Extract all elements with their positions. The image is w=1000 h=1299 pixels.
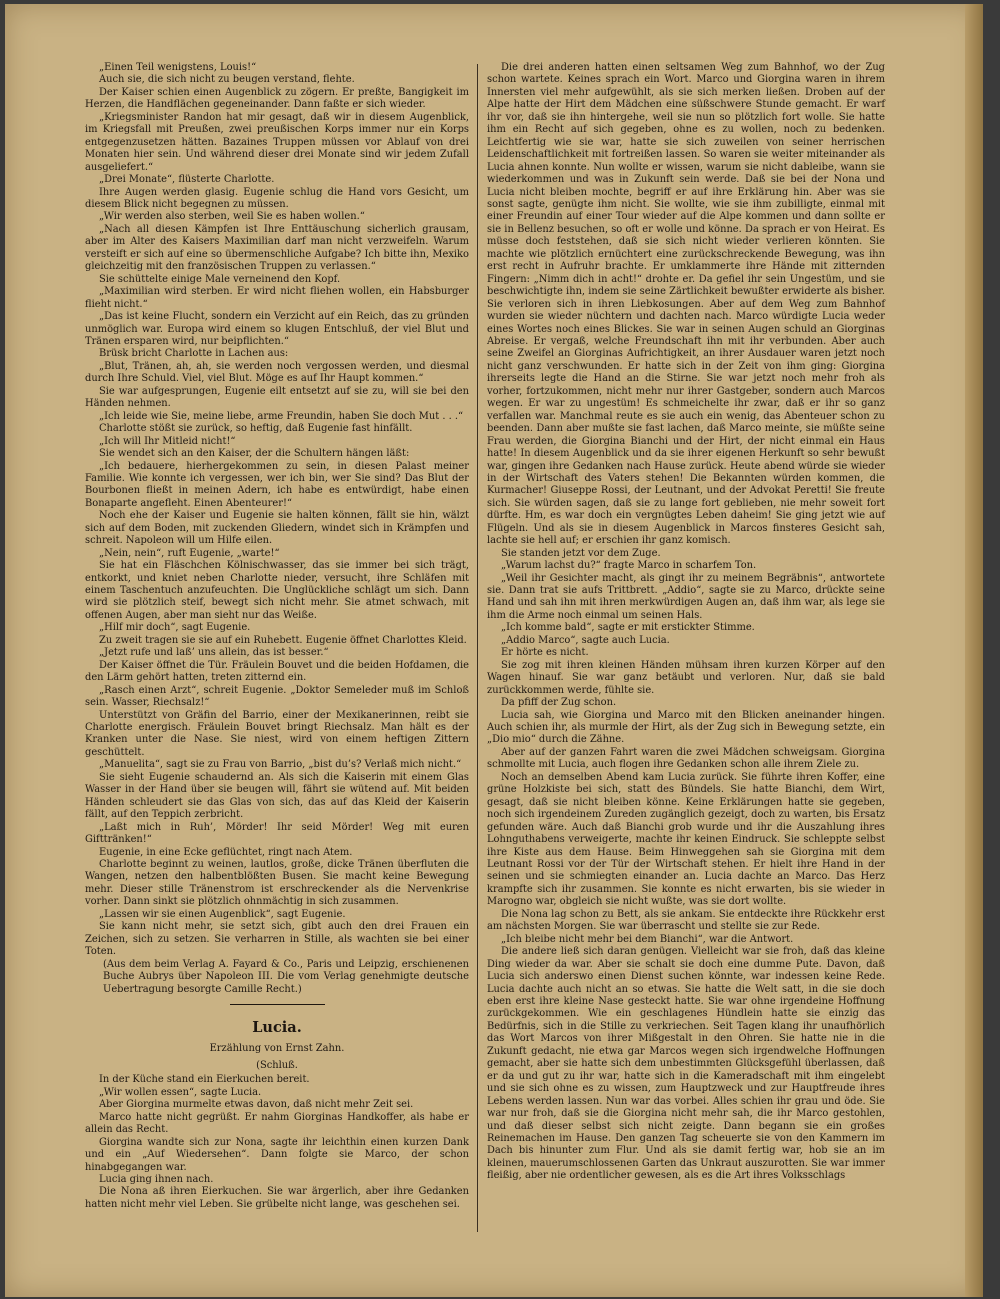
lucia-story-continued bbox=[487, 62, 885, 1183]
paragraph: Die andere ließ sich daran genügen. Vielleicht war sie froh, daß das kleine Ding wieder da war. Aber sie schalt sie doch eine dumme Pute. Davon, daß Lucia sich anderswo einen Dienst suchen könnte, war indessen keine Rede. Lucia dachte auch nicht an so etwas. Sie hatte die Welt satt, in die sie doch eben erst ihre kleine Nase gesteckt hatte. Sie war ohne irgendeine Hoffnung zurückgekommen. Wie ein geschlagenes Hündlein hatte sie einzig das Bedürfnis, sich in die Stille zu verkriechen. Seit Tagen klang ihr unaufhörlich das Wort Marcos von ihrer Mißgestalt in den Ohren. Sie hatte nie in die Zukunft gedacht, nie etwa gar Marcos wegen sich irgendwelche Hoffnungen gemacht, aber sie hatte sich dem unbestimmten Glücksgefühl überlassen, daß er da und gut zu ihr war, hatte sich in die Kameradschaft mit ihm eingelebt und sie sich ohne es zu wissen, zum Hauptzweck und zur Hauptfreude ihres Lebens werden lassen. Nun war das vorbei. Alles schien ihr grau und öde. Sie war nur froh, daß sie die Giorgina nicht mehr sah, die ihr Marco gestohlen, und daß dieser selbst sich nicht zeigte. Dann begann sie ein großes Reinemachen im Hause. Den ganzen Tag scheuerte sie von den Kammern im Dach bis hinunter zum Flur. Und als sie damit fertig war, hob sie an im kleinen, mauerumschlossenen Garten das Unkraut auszurotten. Sie war immer fleißig, aber nie ordentlicher gewesen, als es die Art ihres Volksschlags bbox=[487, 946, 885, 1182]
paragraph: Brüsk bricht Charlotte in Lachen aus: bbox=[99, 348, 289, 360]
paragraph: „Drei Monate“, flüsterte Charlotte. bbox=[99, 174, 275, 186]
paragraph: Sie zog mit ihren kleinen Händen mühsam ihren kurzen Körper auf den Wagen hinauf. Sie war ganz betäubt und verloren. Nur, daß sie bald zurückkommen werde, fühlte sie. bbox=[487, 659, 885, 696]
paragraph: „Einen Teil wenigstens, Louis!“ bbox=[99, 62, 257, 73]
napoleon-excerpt bbox=[85, 62, 469, 959]
paragraph: „Kriegsminister Randon hat mir gesagt, daß wir in diesem Augenblick, im Kriegsfall mit Preußen, zwei preußischen Korps immer nur ein Korps entgegenzusetzen hätten. Bazaines Truppen müssen vor Ablauf von drei Monaten hier sein. Und während dieser drei Monate sind wir jedem Zufall ausgeliefert.“ bbox=[85, 111, 469, 173]
section-separator bbox=[230, 1004, 325, 1006]
paragraph: „Rasch einen Arzt“, schreit Eugenie. „Doktor Semeleder muß im Schloß sein. Wasser, Riechsalz!“ bbox=[85, 684, 469, 709]
page-edge bbox=[965, 4, 983, 1297]
paragraph: Sie schüttelte einige Male verneinend den Kopf. bbox=[99, 273, 341, 285]
paragraph: Sie kann nicht mehr, sie setzt sich, gibt auch den drei Frauen ein Zeichen, sich zu setzen. Sie verharren in Stille, als wachten sie bei einer Toten. bbox=[85, 921, 469, 958]
lucia-story-start bbox=[85, 1074, 469, 1211]
paragraph: Der Kaiser schien einen Augenblick zu zögern. Er preßte, Bangigkeit im Herzen, die Handflächen gegeneinander. Dann faßte er sich wieder. bbox=[85, 86, 469, 111]
paragraph: „Ich leide wie Sie, meine liebe, arme Freundin, haben Sie doch Mut . . .“ bbox=[99, 410, 464, 422]
paragraph: Charlotte stößt sie zurück, so heftig, daß Eugenie fast hinfällt. bbox=[99, 423, 413, 435]
paragraph: „Addio Marco“, sagte auch Lucia. bbox=[501, 634, 670, 646]
paragraph: „Lassen wir sie einen Augenblick“, sagt Eugenie. bbox=[99, 908, 346, 920]
paragraph: „Nein, nein“, ruft Eugenie, „warte!“ bbox=[99, 547, 280, 559]
paragraph: In der Küche stand ein Eierkuchen bereit. bbox=[99, 1074, 310, 1086]
paragraph: Sie wendet sich an den Kaiser, der die Schultern hängen läßt: bbox=[99, 448, 410, 460]
paragraph: Noch an demselben Abend kam Lucia zurück. Sie führte ihren Koffer, eine grüne Holzkiste bei sich, statt des Bündels. Sie hatte Bianchi, dem Wirt, gesagt, daß sie nicht bleiben könne. Keine Erklärungen hatte sie gegeben, noch sich irgendeinem Zureden zugänglich gezeigt, doch zu warten, bis Ersatz gefunden wäre. Auch daß Bianchi grob wurde und ihr die Auszahlung ihres Lohnguthabens verweigerte, machte ihr keinen Eindruck. Sie schleppte selbst ihre Kiste aus dem Hause. Beim Hinweggehen sah sie Giorgina mit dem Leutnant Rossi vor der Tür der Wirtschaft stehen. Er hielt ihre Hand in der seinen und sie schmiegten einander an. Lucia dachte an Marco. Das Herz krampfte sich ihr zusammen. Sie konnte es nicht erwarten, bis sie wieder in Marogno war, obgleich sie nicht wußte, was sie dort wollte. bbox=[487, 771, 885, 908]
paragraph: „Wir wollen essen“, sagte Lucia. bbox=[99, 1086, 262, 1098]
story-subtitle: Erzählung von Ernst Zahn. bbox=[209, 1043, 345, 1055]
paragraph: Auch sie, die sich nicht zu beugen verstand, flehte. bbox=[99, 74, 355, 86]
paragraph: „Hilf mir doch“, sagt Eugenie. bbox=[99, 622, 251, 634]
paragraph: Lucia sah, wie Giorgina und Marco mit den Blicken aneinander hingen. Auch schien ihr, als murmle der Hirt, als der Zug sich in Bewegung setzte, ein „Dio mio“ durch die Zähne. bbox=[487, 709, 885, 746]
paragraph: Sie hat ein Fläschchen Kölnischwasser, das sie immer bei sich trägt, entkorkt, und kniet neben Charlotte nieder, versucht, ihre Schläfen mit einem Taschentuch anzufeuchten. Die Unglückliche schlägt um sich. Dann wird sie plötzlich steif, bewegt sich nicht mehr. Sie atmet schwach, mit offenen Augen, aber man sieht nur das Weiße. bbox=[85, 560, 469, 621]
source-credit: (Aus dem beim Verlag A. Fayard & Co., Paris und Leipzig, erschienenen Buche Aubrys über Napoleon III. Die vom Verlag genehmigte deutsche Uebertragung besorgte Camille Recht.) bbox=[103, 958, 469, 995]
paragraph: Marco hatte nicht gegrüßt. Er nahm Giorginas Handkoffer, als habe er allein das Recht. bbox=[85, 1111, 469, 1136]
paragraph: „Ich komme bald“, sagte er mit erstickter Stimme. bbox=[501, 622, 755, 634]
paragraph: Die Nona aß ihren Eierkuchen. Sie war ärgerlich, aber ihre Gedanken hatten nicht mehr viel Leben. Sie grübelte nicht lange, was geschehen sei. bbox=[85, 1186, 469, 1210]
paragraph: Da pfiff der Zug schon. bbox=[501, 697, 617, 709]
story-title: Lucia. bbox=[252, 1019, 302, 1037]
paragraph: Zu zweit tragen sie sie auf ein Ruhebett. Eugenie öffnet Charlottes Kleid. bbox=[99, 634, 467, 646]
paragraph: Aber auf der ganzen Fahrt waren die zwei Mädchen schweigsam. Giorgina schmollte mit Lucia, auch flogen ihre Gedanken schon alle ihrem Ziele zu. bbox=[487, 746, 885, 771]
paragraph: Die Nona lag schon zu Bett, als sie ankam. Sie entdeckte ihre Rückkehr erst am nächsten Morgen. Sie war überrascht und stellte sie zur Rede. bbox=[487, 908, 885, 933]
paragraph: Sie sieht Eugenie schaudernd an. Als sich die Kaiserin mit einem Glas Wasser in der Hand über sie beugen will, fährt sie wütend auf. Mit beiden Händen schleudert sie das Glas von sich, das auf das Kleid der Kaiserin fällt, auf den Teppich zerbricht. bbox=[85, 771, 469, 821]
paragraph: Giorgina wandte sich zur Nona, sagte ihr leichthin einen kurzen Dank und ein „Auf Wiedersehen“. Dann folgte sie Marco, der schon hinabgegangen war. bbox=[85, 1136, 469, 1173]
paragraph: Noch ehe der Kaiser und Eugenie sie halten können, fällt sie hin, wälzt sich auf dem Boden, mit zuckenden Gliedern, windet sich in Krämpfen und schreit. Napoleon will um Hilfe eilen. bbox=[85, 510, 469, 547]
paragraph: „Warum lachst du?“ fragte Marco in scharfem Ton. bbox=[501, 560, 757, 572]
paragraph: „Jetzt rufe und laß’ uns allein, das ist besser.“ bbox=[99, 647, 329, 659]
paragraph: „Blut, Tränen, ah, ah, sie werden noch vergossen werden, und diesmal durch Ihre Schuld. Viel, viel Blut. Möge es auf Ihr Haupt kommen.“ bbox=[85, 360, 469, 385]
paragraph: Lucia ging ihnen nach. bbox=[99, 1174, 214, 1186]
paragraph: „Weil ihr Gesichter macht, als gingt ihr zu meinem Begräbnis“, antwortete sie. Dann trat sie aufs Trittbrett. „Addio“, sagte sie zu Marco, drückte seine Hand und sah ihn mit ihren merkwürdigen Augen an, daß ihm war, als lege sie ihm die Arme noch einmal um seinen Hals. bbox=[487, 572, 885, 621]
column-divider bbox=[477, 64, 478, 1232]
paragraph: Charlotte beginnt zu weinen, lautlos, große, dicke Tränen überfluten die Wangen, netzen den halbentblößten Busen. Sie macht keine Bewegung mehr. Dieser stille Tränenstrom ist erschreckender als die Nervenkrise vorher. Dann sinkt sie plötzlich ohnmächtig in sich zusammen. bbox=[85, 859, 469, 908]
paragraph: „Manuelita“, sagt sie zu Frau von Barrio, „bist du’s? Verlaß mich nicht.“ bbox=[99, 759, 462, 771]
paragraph: Unterstützt von Gräfin del Barrio, einer der Mexikanerinnen, reibt sie Charlotte energisch. Fräulein Bouvet bringt Riechsalz. Man hält es der Kranken unter die Nase. Sie niest, wird von einem heftigen Zittern geschüttelt. bbox=[85, 709, 469, 758]
paragraph: „Wir werden also sterben, weil Sie es haben wollen.“ bbox=[99, 211, 365, 223]
paragraph: Ihre Augen werden glasig. Eugenie schlug die Hand vors Gesicht, um diesem Blick nicht begegnen zu müssen. bbox=[85, 186, 469, 210]
paragraph: „Ich will Ihr Mitleid nicht!“ bbox=[99, 435, 236, 447]
paragraph: Eugenie, in eine Ecke geflüchtet, ringt nach Atem. bbox=[99, 846, 353, 858]
newspaper-page bbox=[5, 4, 983, 1297]
paragraph: Der Kaiser öffnet die Tür. Fräulein Bouvet und die beiden Hofdamen, die den Lärm gehört hatten, treten zitternd ein. bbox=[85, 659, 469, 684]
paragraph: „Maximilian wird sterben. Er wird nicht fliehen wollen, ein Habsburger flieht nicht.“ bbox=[85, 286, 469, 310]
paragraph: Er hörte es nicht. bbox=[501, 647, 589, 659]
paragraph: Aber Giorgina murmelte etwas davon, daß nicht mehr Zeit sei. bbox=[99, 1099, 414, 1111]
paragraph: „Laßt mich in Ruh’, Mörder! Ihr seid Mörder! Weg mit euren Gifttränken!“ bbox=[85, 821, 469, 846]
paragraph: Sie war aufgesprungen, Eugenie eilt entsetzt auf sie zu, will sie bei den Händen nehmen. bbox=[85, 385, 469, 410]
paragraph: „Ich bleibe nicht mehr bei dem Bianchi“, war die Antwort. bbox=[501, 933, 794, 945]
paragraph: „Ich bedauere, hierhergekommen zu sein, in diesen Palast meiner Familie. Wie konnte ich vergessen, wer ich bin, wer Sie sind? Das Blut der Bourbonen fließt in meinen Adern, ich habe es entwürdigt, habe einen Bonaparte angefleht. Einen Abenteurer!“ bbox=[85, 460, 469, 509]
right-column bbox=[487, 62, 885, 1183]
paragraph: „Das ist keine Flucht, sondern ein Verzicht auf ein Reich, das zu gründen unmöglich war. Europa wird einem so klugen Entschluß, der viel Blut und Tränen ersparen wird, nur beipflichten.“ bbox=[85, 311, 469, 347]
left-column bbox=[85, 62, 469, 1211]
story-part: (Schluß. bbox=[256, 1059, 298, 1071]
paragraph: „Nach all diesen Kämpfen ist Ihre Enttäuschung sicherlich grausam, aber im Alter des Kaisers Maximilian darf man nicht verzweifeln. Warum versteift er sich auf eine so übermenschliche Aufgabe? Ich bitte ihn, Mexiko gleichzeitig mit den französischen Truppen zu verlassen.“ bbox=[85, 223, 469, 273]
paragraph: Die drei anderen hatten einen seltsamen Weg zum Bahnhof, wo der Zug schon wartete. Keines sprach ein Wort. Marco und Giorgina waren in ihrem Innersten viel mehr aufgewühlt, als sie sich merken ließen. Droben auf der Alpe hatte der Hirt dem Mädchen eine süßschwere Stunde gemacht. Er warf ihr vor, daß sie ihn hintergehe, weil sie nun so plötzlich fort wolle. Sie hatte ihm ein Recht auf sich gegeben, ohne es zu wollen, noch zu bedenken. Leichtfertig wie sie war, hatte sie sich zuweilen von seiner herrischen Leidenschaftlichkeit mit fortreißen lassen. So waren sie weiter miteinander als Lucia ahnen konnte. Nun wollte er wissen, warum sie nicht dableibe, wann sie wiederkommen und was in Zukunft sein werde. Daß sie bei der Nona und Lucia nicht bleiben mochte, begriff er auf ihre Erklärung hin. Aber was sie sonst sagte, genügte ihm nicht. Sie wollte, wie sie ihm zubilligte, einmal mit einer Freundin auf einer Tour wieder auf die Alpe kommen und dann sollte er sie in Bellenz besuchen, so oft er wolle und könne. Da sprach er von Heirat. Es müsse doch feststehen, daß sie sich nicht wieder verlieren könnten. Sie machte wie plötzlich ernüchtert eine zurückschreckende Bewegung, was ihn erst recht in Aufruhr brachte. Er umklammerte ihre Hände mit zitternden Fingern: „Nimm dich in acht!“ drohte er. Da gefiel ihr sein Ungestüm, und sie beschwichtigte ihn, indem sie seine Zärtlichkeit bewußter erwiderte als bisher. Sie verloren sich in ihren Liebkosungen. Aber auf dem Weg zum Bahnhof wurden sie wieder nüchtern und dachten nach. Marco würdigte Lucia weder eines Wortes noch eines Blickes. Sie war in seinen Augen schuld an Giorginas Abreise. Er vergaß, welche Freundschaft ihn mit ihr verbunden. Aber auch seine Zweifel an Giorginas Aufrichtigkeit, an ihrer Ausdauer waren jetzt noch nicht ganz verschwunden. Er hatte sich in der Zeit von ihm ging: Giorgina ihrerseits legte die Hand an die Stirne. Sie war jetzt noch mehr froh als vorher, fortzukommen, nicht mehr nur ihrer Gastgeber, sondern auch Marcos wegen. Er war zu ungestüm! Es schmeichelte ihr zwar, daß er ihr so ganz verfallen war. Manchmal reute es sie auch ein wenig, das Abenteuer schon zu beenden. Dann aber mußte sie fast lachen, daß Marco meinte, sie müßte seine Frau werden, die Giorgina Bianchi und der Hirt, der nicht einmal ein Haus hatte! In diesem Augenblick und da sie ihrer eigenen Herkunft so sehr bewußt war, gingen ihre Gedanken nach Hause zurück. Heute abend würde sie wieder in der Wirtschaft des Vaters stehen! Die Bekannten würden kommen, die Kurmacher! Giuseppe Rossi, der Leutnant, und der Advokat Peretti! Sie freute sich. Sie würden sagen, daß sie zu lange fort geblieben, nie mehr soweit fort dürfte. Hm, es war doch ein vergnügtes Leben daheim! Sie ging jetzt wie auf Flügeln. Und als sie in diesem Augenblick in Marcos finsteres Gesicht sah, lachte sie hell auf; er erschien ihr ganz komisch. bbox=[487, 62, 885, 547]
paragraph: Sie standen jetzt vor dem Zuge. bbox=[501, 547, 661, 559]
